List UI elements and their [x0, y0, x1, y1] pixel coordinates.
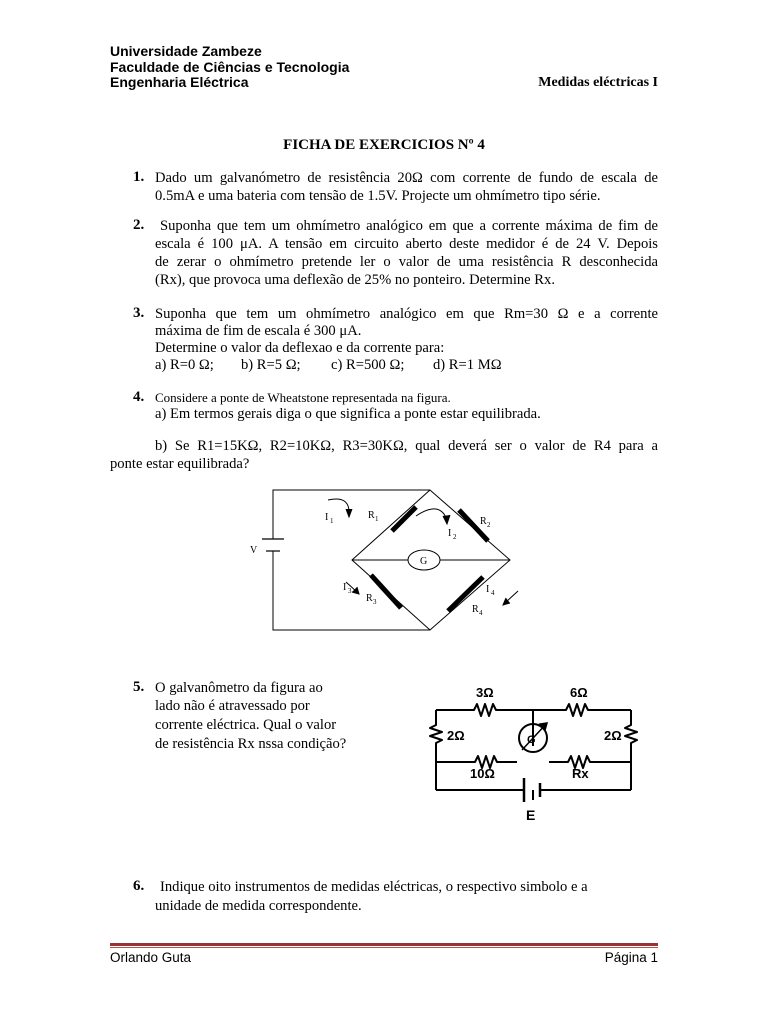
- label-6-ohm: 6Ω: [570, 685, 588, 700]
- exercise-4-intro: Considere a ponte de Wheatstone representada na figura.: [155, 390, 451, 405]
- exercise-5-line-1: O galvanômetro da figura ao: [155, 680, 323, 696]
- label-v: V: [250, 545, 258, 556]
- label-i3-sub: 3: [348, 587, 352, 595]
- exercise-6-number: 6.: [133, 878, 145, 894]
- exercise-3-number: 3.: [133, 305, 145, 321]
- label-galvanometer: G: [527, 734, 536, 746]
- exercise-3-line-1: Suponha que tem um ohmímetro analógico em que Rm=30 Ω e a corrente: [155, 306, 658, 322]
- label-r3-sub: 3: [373, 598, 377, 606]
- label-i4: I: [486, 584, 490, 595]
- exercise-3-option-d: d) R=1 MΩ: [433, 357, 502, 373]
- label-r3: R: [366, 593, 373, 604]
- label-r4: R: [472, 604, 479, 615]
- label-10-ohm: 10Ω: [470, 766, 495, 781]
- label-i2: I: [448, 528, 452, 539]
- footer-author: Orlando Guta: [110, 950, 192, 965]
- exercise-1-number: 1.: [133, 169, 145, 185]
- label-i1-sub: 1: [330, 517, 334, 525]
- footer-page-number: Página 1: [604, 950, 658, 965]
- label-r1: R: [368, 510, 375, 521]
- label-right-2-ohm: 2Ω: [604, 728, 622, 743]
- label-e: E: [526, 807, 536, 823]
- exercise-2-line-4: (Rx), que provoca uma deflexão de 25% no ponteiro. Determine Rx.: [155, 272, 555, 288]
- exercise-5-number: 5.: [133, 679, 145, 695]
- exercise-3-line-3: Determine o valor da deflexao e da corrente para:: [155, 340, 445, 356]
- label-i4-sub: 4: [491, 589, 495, 597]
- exercise-4-part-a: a) Em termos gerais diga o que significa a ponte estar equilibrada.: [155, 406, 541, 422]
- galvanometer-circuit-figure: [420, 680, 650, 825]
- exercise-4-number: 4.: [133, 389, 145, 405]
- footer-rule: [110, 943, 658, 946]
- label-i2-sub: 2: [453, 533, 457, 541]
- label-r2-sub: 2: [487, 521, 491, 529]
- header-university: Universidade Zambeze: [110, 43, 262, 59]
- exercise-1-line-2: 0.5mA e uma bateria com tensão de 1.5V. Projecte um ohmímetro tipo série.: [155, 188, 601, 204]
- exercise-6-line-1: Indique oito instrumentos de medidas eléctricas, o respectivo simbolo e a: [160, 879, 588, 895]
- exercise-2-line-1: Suponha que tem um ohmímetro analógico em que a corrente máxima de fim de: [160, 218, 658, 234]
- wheatstone-bridge-figure: [230, 480, 530, 640]
- exercise-2-line-3: de zerar o ohmímetro pretende ler o valor de uma resistência R desconhecida: [155, 254, 658, 270]
- exercise-3-option-a: a) R=0 Ω;: [155, 357, 214, 373]
- header-course: Medidas eléctricas I: [538, 75, 658, 90]
- header-faculty: Faculdade de Ciências e Tecnologia: [110, 59, 350, 75]
- label-r4-sub: 4: [479, 609, 483, 617]
- exercise-5-line-3: corrente eléctrica. Qual o valor: [155, 717, 337, 733]
- label-r1-sub: 1: [375, 515, 379, 523]
- exercise-1-line-1: Dado um galvanómetro de resistência 20Ω com corrente de fundo de escala de: [155, 170, 658, 186]
- exercise-3-option-b: b) R=5 Ω;: [241, 357, 301, 373]
- label-g: G: [420, 556, 428, 567]
- exercise-4-part-b-line-2: ponte estar equilibrada?: [110, 456, 250, 472]
- exercise-5-line-2: lado não é atravessado por: [155, 698, 310, 714]
- exercise-3-line-2: máxima de fim de escala é 300 μA.: [155, 323, 362, 339]
- exercise-4-part-b-line-1: b) Se R1=15KΩ, R2=10KΩ, R3=30KΩ, qual deverá ser o valor de R4 para a: [155, 438, 658, 454]
- exercise-5-line-4: de resistência Rx nssa condição?: [155, 736, 347, 752]
- label-r2: R: [480, 516, 487, 527]
- exercise-3-option-c: c) R=500 Ω;: [331, 357, 405, 373]
- exercise-2-line-2: escala é 100 μA. A tensão em circuito aberto deste medidor é de 24 V. Depois: [155, 236, 658, 252]
- label-left-2-ohm: 2Ω: [447, 728, 465, 743]
- label-rx: Rx: [572, 766, 589, 781]
- label-3-ohm: 3Ω: [476, 685, 494, 700]
- exercise-6-line-2: unidade de medida correspondente.: [155, 898, 362, 914]
- footer-rule-light: [110, 947, 658, 948]
- page-title: FICHA DE EXERCICIOS Nº 4: [283, 137, 485, 153]
- header-department: Engenharia Eléctrica: [110, 74, 249, 90]
- label-i3: I: [343, 582, 347, 593]
- label-i1: I: [325, 512, 329, 523]
- exercise-2-number: 2.: [133, 217, 145, 233]
